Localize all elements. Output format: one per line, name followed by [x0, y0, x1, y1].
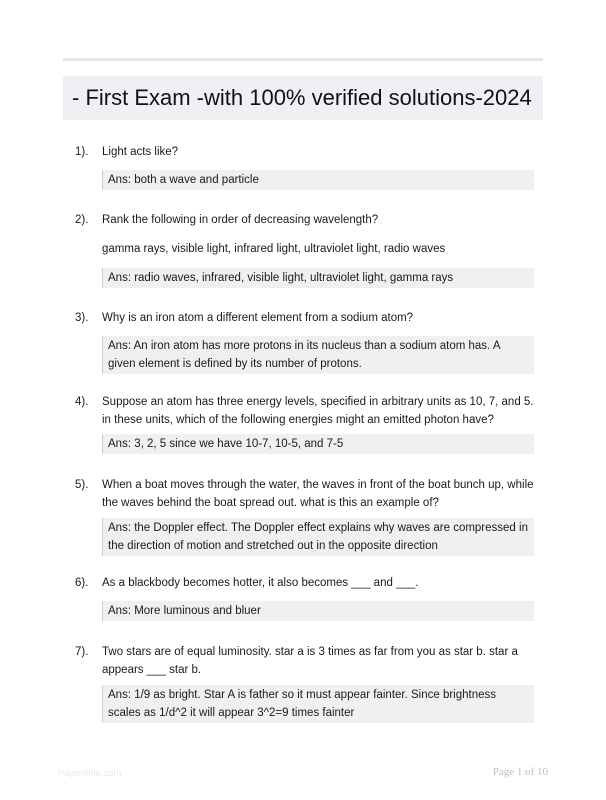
question-options: gamma rays, visible light, infrared light, ultraviolet light, radio waves	[102, 243, 446, 255]
question-number: 5).	[75, 479, 89, 491]
question-text: Suppose an atom has three energy levels, specified in arbitrary units as 10, 7, and 5. in these units, which of the following energies might an emitted photon have?	[102, 396, 534, 426]
answer-box: Ans: the Doppler effect. The Doppler effect explains why waves are compressed in the direction of motion and stretched out in the opposite direction	[102, 518, 534, 556]
question-text: Two stars are of equal luminosity. star a is 3 times as far from you as star b. star a appears ___ star b.	[102, 646, 518, 676]
question-number: 7).	[75, 646, 89, 658]
question-number: 3).	[75, 312, 89, 324]
question-number: 2).	[75, 214, 89, 226]
question-number: 1).	[75, 146, 89, 158]
answer-box: Ans: radio waves, infrared, visible light, ultraviolet light, gamma rays	[102, 268, 534, 288]
answer-box: Ans: More luminous and bluer	[102, 601, 534, 621]
question-number: 4).	[75, 396, 89, 408]
question-text: As a blackbody becomes hotter, it also becomes ___ and ___.	[102, 577, 419, 589]
question-text: When a boat moves through the water, the waves in front of the boat bunch up, while the waves behind the boat spread out. what is this an example of?	[102, 479, 534, 509]
answer-box: Ans: 3, 2, 5 since we have 10-7, 10-5, and 7-5	[102, 434, 534, 454]
footer-site: Papertible.com	[58, 768, 122, 779]
answer-box: Ans: both a wave and particle	[102, 170, 534, 190]
question-number: 6).	[75, 577, 89, 589]
question-text: Rank the following in order of decreasing wavelength?	[102, 214, 379, 226]
page-number: Page 1 of 10	[492, 766, 548, 778]
top-divider	[63, 58, 543, 61]
page-title: - First Exam -with 100% verified solutions-2024	[72, 85, 532, 110]
answer-box: Ans: 1/9 as bright. Star A is father so it must appear fainter. Since brightness scales as 1/d^2 it will appear 3^2=9 times fainter	[102, 685, 534, 723]
question-text: Light acts like?	[102, 146, 179, 158]
answer-box: Ans: An iron atom has more protons in its nucleus than a sodium atom has. A given element is defined by its number of protons.	[102, 336, 534, 374]
question-text: Why is an iron atom a different element from a sodium atom?	[102, 312, 414, 324]
title-banner	[63, 76, 543, 120]
